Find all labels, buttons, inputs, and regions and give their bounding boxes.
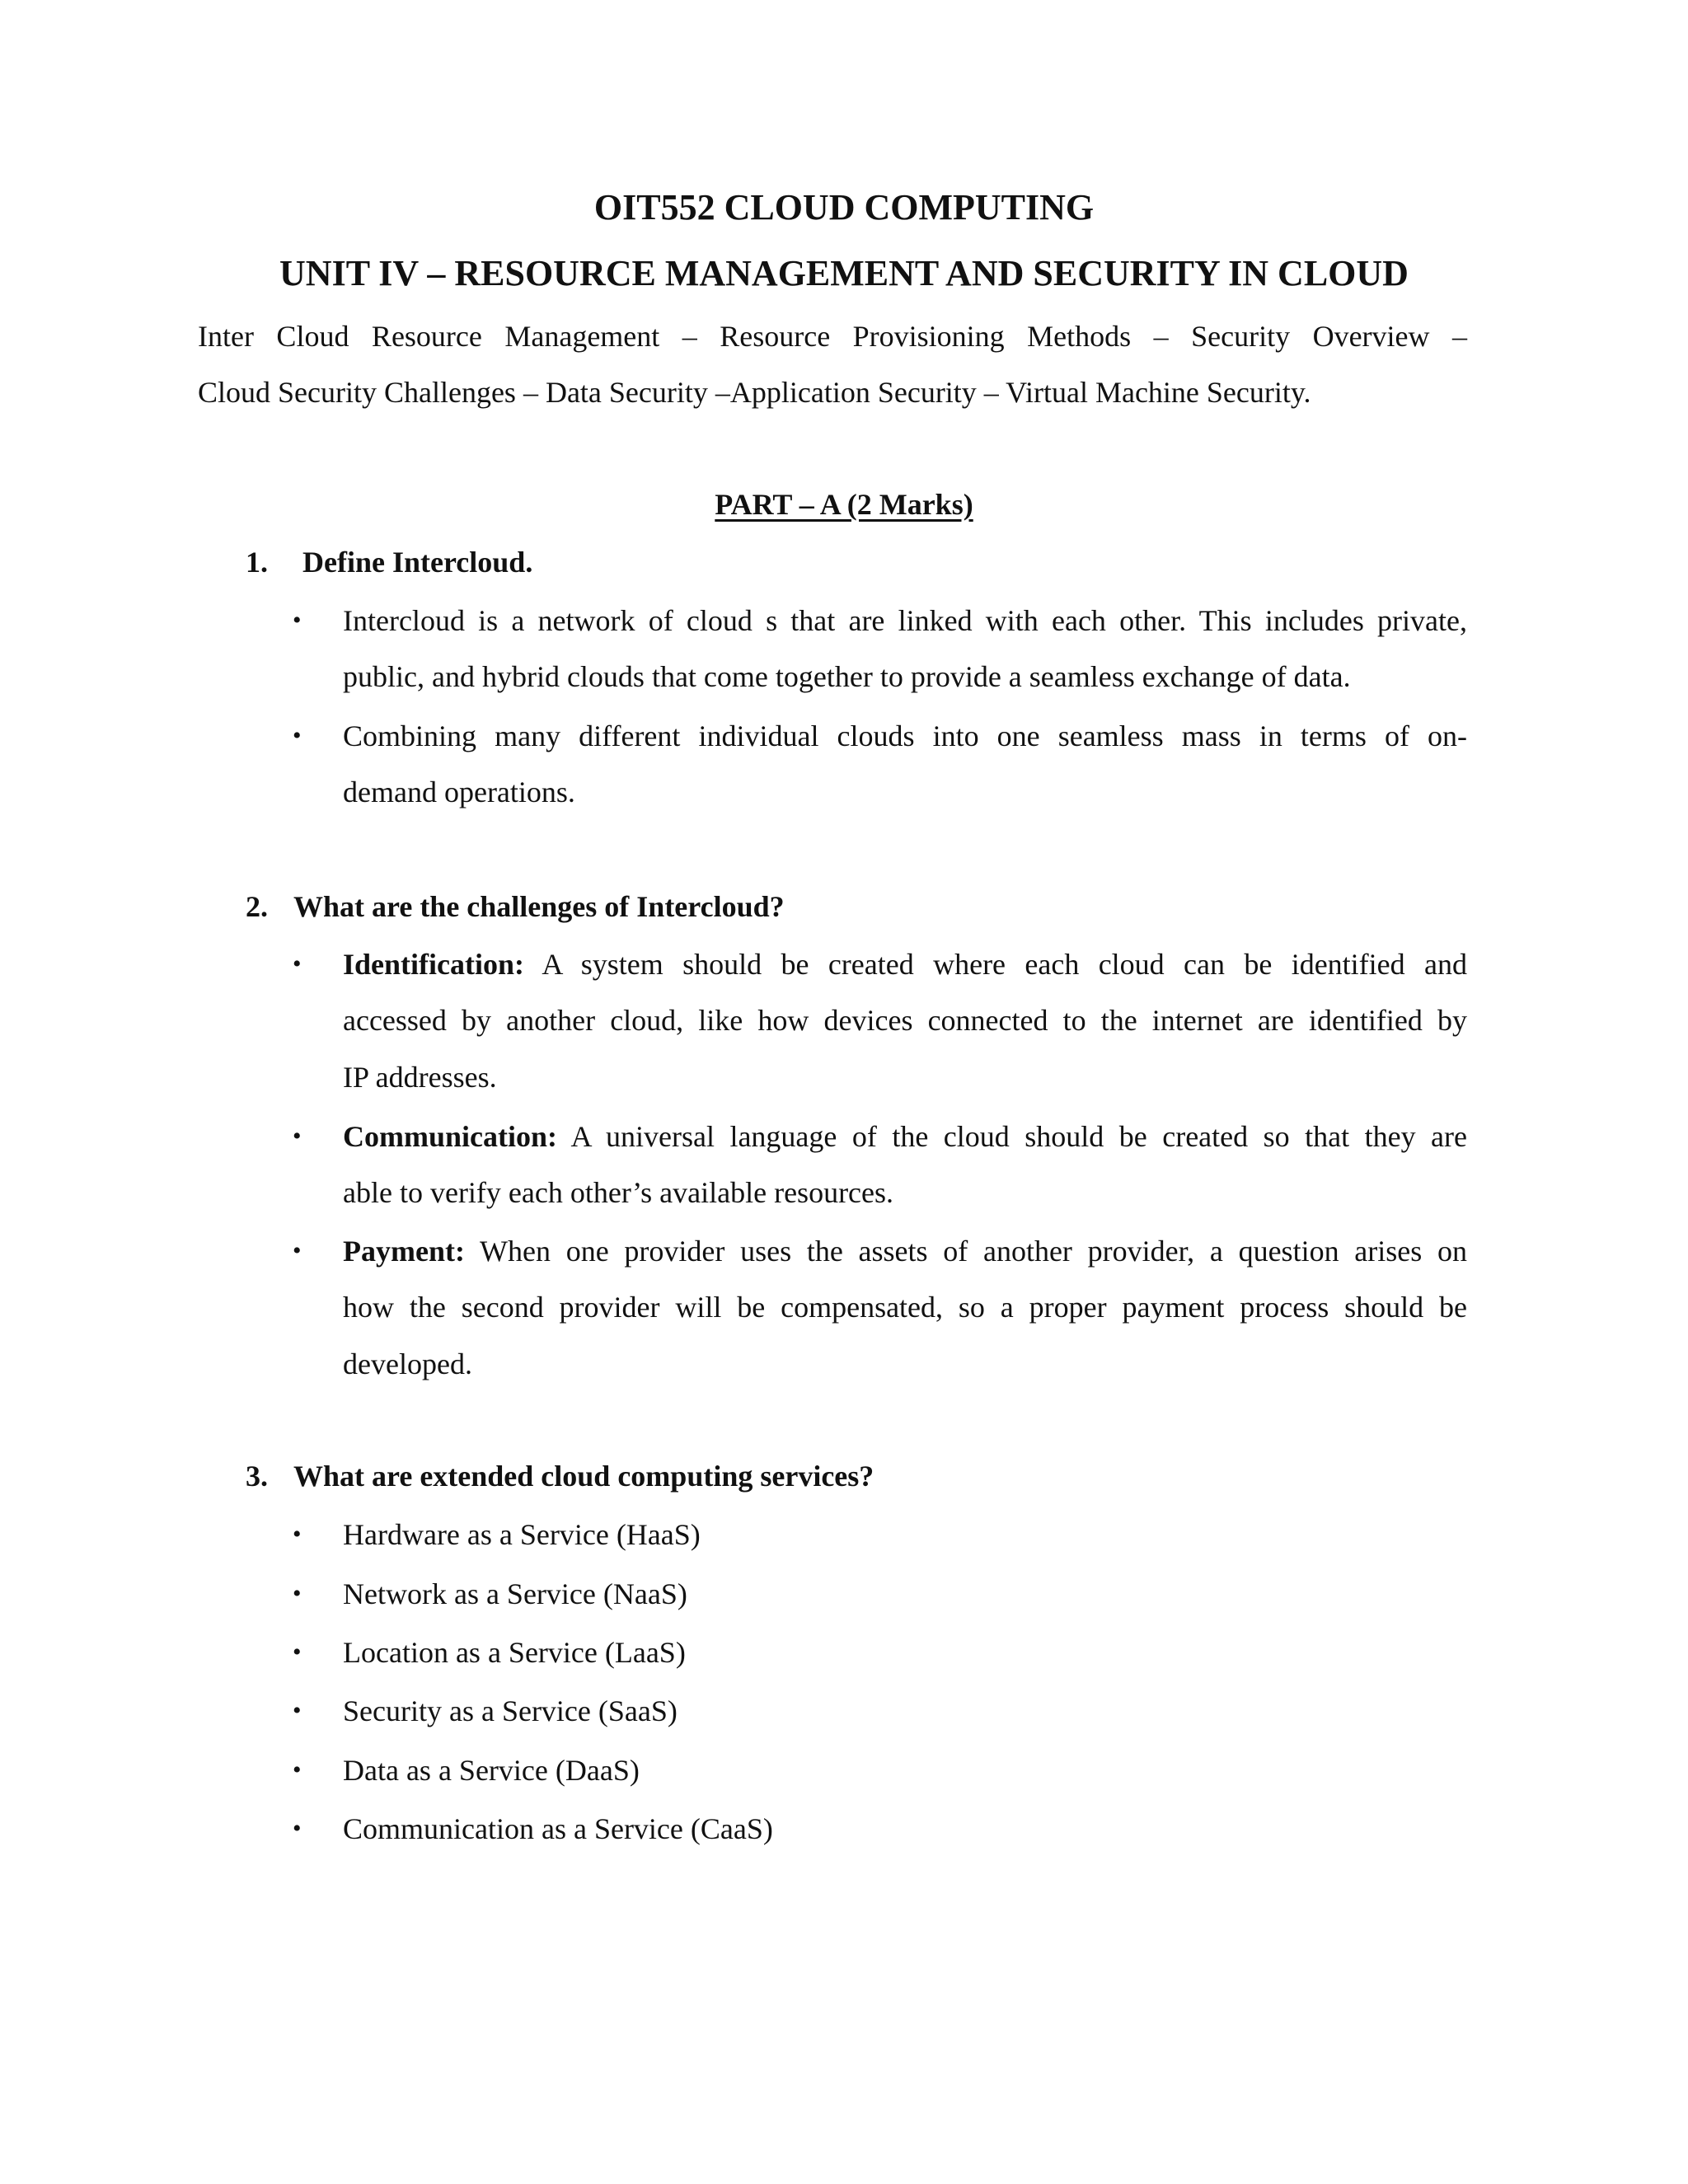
question-number: 3. (246, 1460, 268, 1493)
answer-line: demand operations. (343, 776, 575, 808)
list-item: Security as a Service (SaaS) (343, 1694, 678, 1727)
course-title: OIT552 CLOUD COMPUTING (593, 187, 1095, 227)
answer-line: developed. (343, 1347, 472, 1380)
bullet-icon: • (293, 1580, 302, 1607)
answer-line: able to verify each other’s available resources. (343, 1176, 894, 1209)
answer-line: IP addresses. (343, 1061, 497, 1094)
list-item: Hardware as a Service (HaaS) (343, 1518, 701, 1551)
answer-line: Combining many different individual clouds into one seamless mass in terms of on- (343, 719, 1467, 752)
bullet-icon: • (293, 950, 302, 977)
question-number: 1. (246, 546, 268, 579)
list-item: Network as a Service (NaaS) (343, 1577, 687, 1610)
question-text: What are extended cloud computing services? (293, 1460, 874, 1493)
question-number: 2. (246, 890, 268, 923)
answer-line: how the second provider will be compensated, so a proper payment process should be (343, 1291, 1467, 1324)
answer-line: public, and hybrid clouds that come together to provide a seamless exchange of data. (343, 660, 1351, 693)
bullet-icon: • (293, 1521, 302, 1548)
list-item: Communication as a Service (CaaS) (343, 1812, 773, 1845)
answer-text: A system should be created where each cloud can be identified and (524, 948, 1467, 981)
bullet-icon: • (293, 722, 302, 749)
question-text: What are the challenges of Intercloud? (293, 890, 785, 923)
list-item: Data as a Service (DaaS) (343, 1754, 640, 1787)
term-label: Communication: (343, 1120, 557, 1153)
part-heading: PART – A (2 Marks) (715, 488, 973, 521)
bullet-icon: • (293, 1638, 302, 1666)
question-text: Define Intercloud. (302, 546, 533, 579)
answer-line (343, 1117, 1467, 1156)
bullet-icon: • (293, 1815, 302, 1842)
answer-line (343, 1231, 1467, 1271)
syllabus-line: Cloud Security Challenges – Data Security –Application Security – Virtual Machine Security. (198, 376, 1311, 409)
bullet-icon: • (293, 1756, 302, 1783)
unit-title: UNIT IV – RESOURCE MANAGEMENT AND SECURITY IN CLOUD (279, 253, 1409, 293)
term-label: Payment: (343, 1235, 465, 1268)
list-item: Location as a Service (LaaS) (343, 1636, 686, 1669)
answer-line: accessed by another cloud, like how devices connected to the internet are identified by (343, 1004, 1467, 1037)
bullet-icon: • (293, 1122, 302, 1150)
answer-text: A universal language of the cloud should be created so that they are (557, 1120, 1467, 1153)
answer-text: When one provider uses the assets of another provider, a question arises on (464, 1235, 1467, 1268)
answer-line (343, 944, 1467, 984)
bullet-icon: • (293, 1237, 302, 1264)
term-label: Identification: (343, 948, 524, 981)
syllabus-line: Inter Cloud Resource Management – Resource Provisioning Methods – Security Overview – (198, 320, 1467, 353)
bullet-icon: • (293, 607, 302, 634)
answer-line: Intercloud is a network of cloud s that are linked with each other. This includes private, (343, 604, 1467, 637)
bullet-icon: • (293, 1697, 302, 1724)
